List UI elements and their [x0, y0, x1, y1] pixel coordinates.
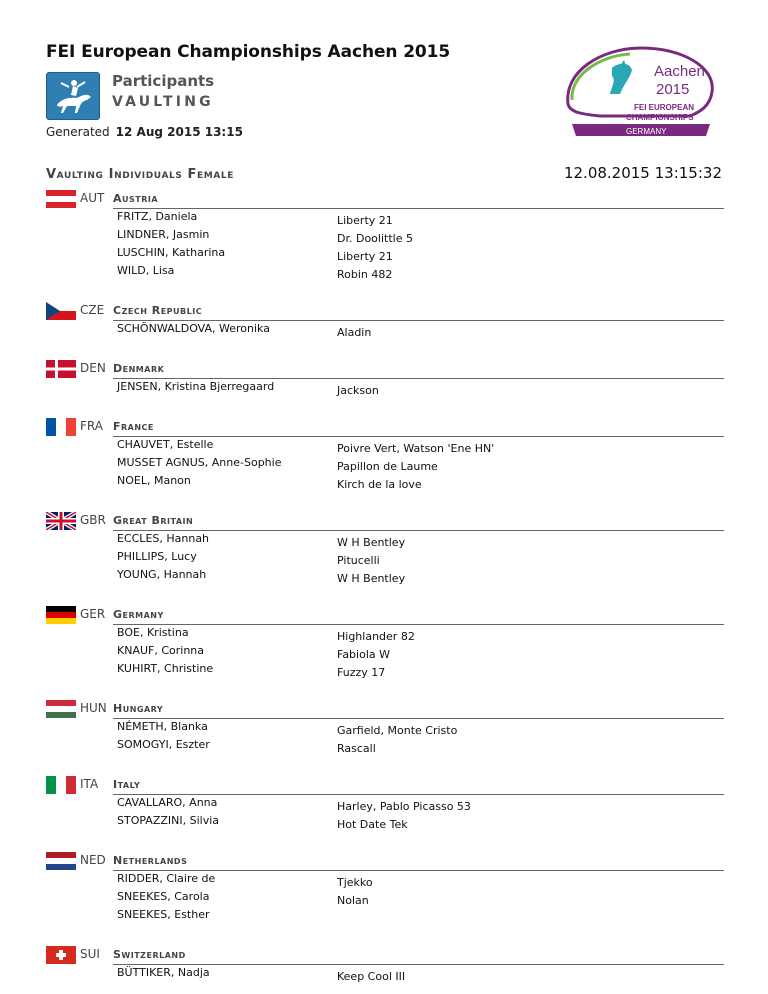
divider: [113, 208, 724, 209]
logo-text-line5: GERMANY: [626, 127, 667, 136]
rider-row: [0, 568, 768, 586]
sui-flag-icon: [46, 946, 76, 964]
rider-row: [0, 322, 768, 340]
rider-name: STOPAZZINI, Silvia: [117, 814, 219, 827]
aut-flag-icon: [46, 190, 76, 208]
country-code: SUI: [80, 947, 100, 961]
horse-name: Aladin: [337, 326, 372, 339]
logo-text-line1: Aachen: [654, 63, 705, 80]
rider-row: [0, 264, 768, 282]
rider-name: NÉMETH, Blanka: [117, 720, 208, 733]
rider-row: [0, 474, 768, 492]
country-code: DEN: [80, 361, 106, 375]
rider-row: [0, 662, 768, 680]
horse-name: Dr. Doolittle 5: [337, 232, 413, 245]
logo-text-line3: FEI EUROPEAN: [634, 103, 695, 112]
rider-name: WILD, Lisa: [117, 264, 175, 277]
country-code: FRA: [80, 419, 103, 433]
horse-name: Liberty 21: [337, 214, 393, 227]
country-name: Czech Republic: [113, 304, 203, 317]
country-code: AUT: [80, 191, 105, 205]
country-code: GBR: [80, 513, 106, 527]
country-name: Austria: [113, 192, 159, 205]
country-name: France: [113, 420, 154, 433]
hun-flag-icon: [46, 700, 76, 718]
country-name: Great Britain: [113, 514, 194, 527]
page-title: FEI European Championships Aachen 2015: [46, 42, 451, 62]
rider-name: BÜTTIKER, Nadja: [117, 966, 210, 979]
rider-row: [0, 550, 768, 568]
divider: [113, 624, 724, 625]
logo-text-line4: CHAMPIONSHIPS: [626, 113, 694, 122]
country-code: HUN: [80, 701, 107, 715]
vaulting-pictogram-icon: [46, 72, 100, 120]
rider-name: SNEEKES, Esther: [117, 908, 210, 921]
divider: [113, 530, 724, 531]
divider: [113, 718, 724, 719]
cze-flag-icon: [46, 302, 76, 320]
rider-row: [0, 738, 768, 756]
fra-flag-icon: [46, 418, 76, 436]
discipline-label: VAULTING: [112, 94, 214, 110]
rider-row: [0, 644, 768, 662]
rider-name: SNEEKES, Carola: [117, 890, 210, 903]
divider: [113, 964, 724, 965]
horse-name: Papillon de Laume: [337, 460, 438, 473]
aachen-2015-logo: [560, 42, 720, 138]
rider-name: ECCLES, Hannah: [117, 532, 210, 545]
horse-name: Fabiola W: [337, 648, 390, 661]
rider-name: SCHÖNWALDOVA, Weronika: [117, 322, 270, 335]
horse-name: Jackson: [337, 384, 379, 397]
rider-row: [0, 966, 768, 984]
horse-name: Garfield, Monte Cristo: [337, 724, 458, 737]
rider-name: RIDDER, Claire de: [117, 872, 216, 885]
rider-name: KUHIRT, Christine: [117, 662, 214, 675]
rider-row: [0, 228, 768, 246]
horse-name: Harley, Pablo Picasso 53: [337, 800, 471, 813]
generated-label: Generated: [46, 125, 110, 139]
rider-name: FRITZ, Daniela: [117, 210, 198, 223]
country-code: GER: [80, 607, 106, 621]
horse-name: Poivre Vert, Watson 'Ene HN': [337, 442, 495, 455]
rider-row: [0, 380, 768, 398]
horse-name: W H Bentley: [337, 536, 406, 549]
horse-name: Nolan: [337, 894, 369, 907]
horse-name: Hot Date Tek: [337, 818, 408, 831]
horse-name: Tjekko: [337, 876, 373, 889]
country-name: Hungary: [113, 702, 164, 715]
rider-row: [0, 796, 768, 814]
horse-name: Keep Cool III: [337, 970, 406, 983]
rider-name: KNAUF, Corinna: [117, 644, 205, 657]
rider-row: [0, 720, 768, 738]
rider-row: [0, 890, 768, 908]
rider-row: [0, 456, 768, 474]
rider-name: NOEL, Manon: [117, 474, 191, 487]
section-timestamp: 12.08.2015 13:15:32: [563, 164, 722, 182]
den-flag-icon: [46, 360, 76, 378]
divider: [113, 794, 724, 795]
horse-name: Liberty 21: [337, 250, 393, 263]
horse-name: W H Bentley: [337, 572, 406, 585]
rider-row: [0, 872, 768, 890]
rider-row: [0, 246, 768, 264]
rider-name: MUSSET AGNUS, Anne-Sophie: [117, 456, 282, 469]
logo-text-line2: 2015: [656, 81, 690, 98]
divider: [113, 320, 724, 321]
horse-name: Robin 482: [337, 268, 393, 281]
ita-flag-icon: [46, 776, 76, 794]
rider-row: [0, 438, 768, 456]
rider-name: YOUNG, Hannah: [117, 568, 207, 581]
country-code: ITA: [80, 777, 99, 791]
rider-name: CHAUVET, Estelle: [117, 438, 214, 451]
rider-row: [0, 626, 768, 644]
country-name: Germany: [113, 608, 164, 621]
divider: [113, 870, 724, 871]
horse-name: Rascall: [337, 742, 376, 755]
ned-flag-icon: [46, 852, 76, 870]
country-code: CZE: [80, 303, 105, 317]
rider-name: PHILLIPS, Lucy: [117, 550, 197, 563]
generated-value: 12 Aug 2015 13:15: [115, 125, 243, 139]
rider-name: LUSCHIN, Katharina: [117, 246, 226, 259]
horse-name: Pitucelli: [337, 554, 380, 567]
rider-name: BOE, Kristina: [117, 626, 189, 639]
horse-name: Fuzzy 17: [337, 666, 386, 679]
rider-name: LINDNER, Jasmin: [117, 228, 210, 241]
rider-name: JENSEN, Kristina Bjerregaard: [117, 380, 275, 393]
rider-row: [0, 210, 768, 228]
rider-name: SOMOGYI, Eszter: [117, 738, 210, 751]
horse-name: Kirch de la love: [337, 478, 422, 491]
country-name: Italy: [113, 778, 141, 791]
generated-line: [46, 125, 243, 139]
section-title: Vaulting Individuals Female: [46, 167, 234, 182]
rider-row: [0, 814, 768, 832]
country-code: NED: [80, 853, 106, 867]
subtitle: Participants: [112, 72, 215, 90]
country-name: Switzerland: [113, 948, 186, 961]
rider-row: [0, 532, 768, 550]
rider-row: [0, 908, 768, 926]
gbr-flag-icon: [46, 512, 76, 530]
country-name: Denmark: [113, 362, 165, 375]
rider-name: CAVALLARO, Anna: [117, 796, 218, 809]
horse-name: Highlander 82: [337, 630, 415, 643]
country-name: Netherlands: [113, 854, 188, 867]
ger-flag-icon: [46, 606, 76, 624]
divider: [113, 378, 724, 379]
divider: [113, 436, 724, 437]
